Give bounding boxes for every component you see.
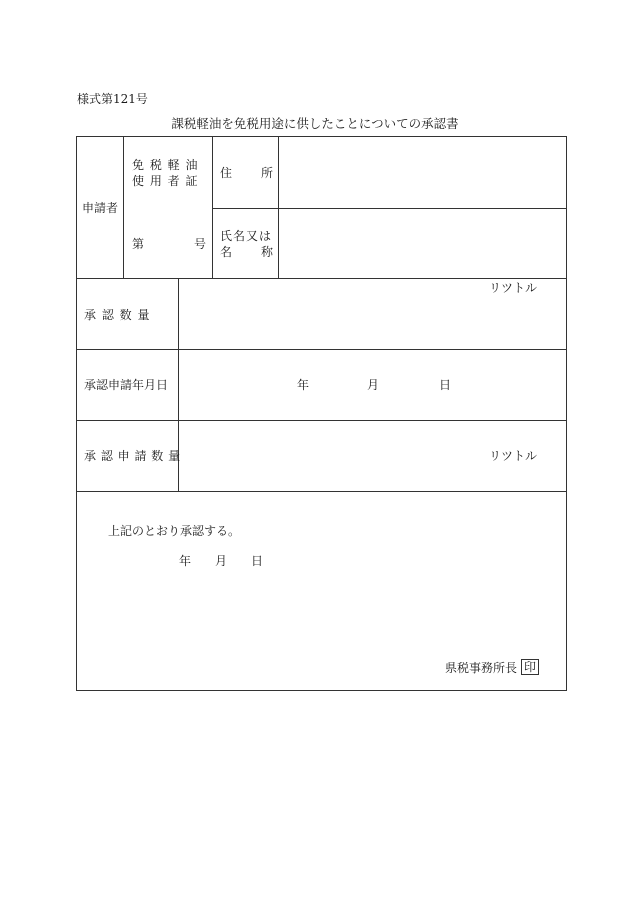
requested-quantity-field[interactable] xyxy=(180,422,565,490)
issuing-authority: 県税事務所長 xyxy=(445,661,518,675)
divider xyxy=(123,137,124,278)
form-number: 様式第121号 xyxy=(77,92,148,106)
name-label-line1: 氏名又は xyxy=(220,229,273,243)
address-label-part1: 住 xyxy=(220,166,233,180)
certificate-number-suffix: 号 xyxy=(194,237,207,251)
address-field[interactable] xyxy=(280,138,565,207)
approval-date-month: 月 xyxy=(215,554,228,568)
approved-quantity-label: 承 認 数 量 xyxy=(84,308,151,322)
application-date-label: 承認申請年月日 xyxy=(84,378,169,392)
form-table xyxy=(76,136,567,691)
seal-mark xyxy=(521,659,539,675)
approved-quantity-unit: リツトル xyxy=(489,281,538,295)
application-date-month: 月 xyxy=(367,378,380,392)
application-date-field[interactable] xyxy=(180,351,565,419)
approval-statement: 上記のとおり承認する。 xyxy=(108,524,241,538)
approval-date-year: 年 xyxy=(179,554,192,568)
approved-quantity-field[interactable] xyxy=(180,280,565,348)
document-title: 課税軽油を免税用途に供したことについての承認書 xyxy=(171,116,459,131)
divider xyxy=(278,137,279,278)
certificate-label-line2: 使 用 者 証 xyxy=(132,174,199,188)
requested-quantity-label: 承 認 申 請 数 量 xyxy=(84,449,181,463)
applicant-label: 申請者 xyxy=(82,201,119,215)
certificate-label-line1: 免 税 軽 油 xyxy=(132,158,199,172)
name-label-part-b: 称 xyxy=(261,245,274,259)
divider xyxy=(212,208,566,209)
approval-date-day: 日 xyxy=(251,554,264,568)
name-field[interactable] xyxy=(280,210,565,277)
certificate-number-prefix: 第 xyxy=(132,237,145,251)
address-label-part2: 所 xyxy=(261,166,274,180)
requested-quantity-unit: リツトル xyxy=(489,449,538,463)
name-label-part-a: 名 xyxy=(220,245,233,259)
application-date-day: 日 xyxy=(439,378,452,392)
divider xyxy=(77,349,566,350)
seal-icon: 印 xyxy=(521,659,539,675)
divider xyxy=(77,491,566,492)
divider xyxy=(77,420,566,421)
divider xyxy=(212,137,213,278)
divider xyxy=(77,278,566,279)
application-date-year: 年 xyxy=(297,378,310,392)
